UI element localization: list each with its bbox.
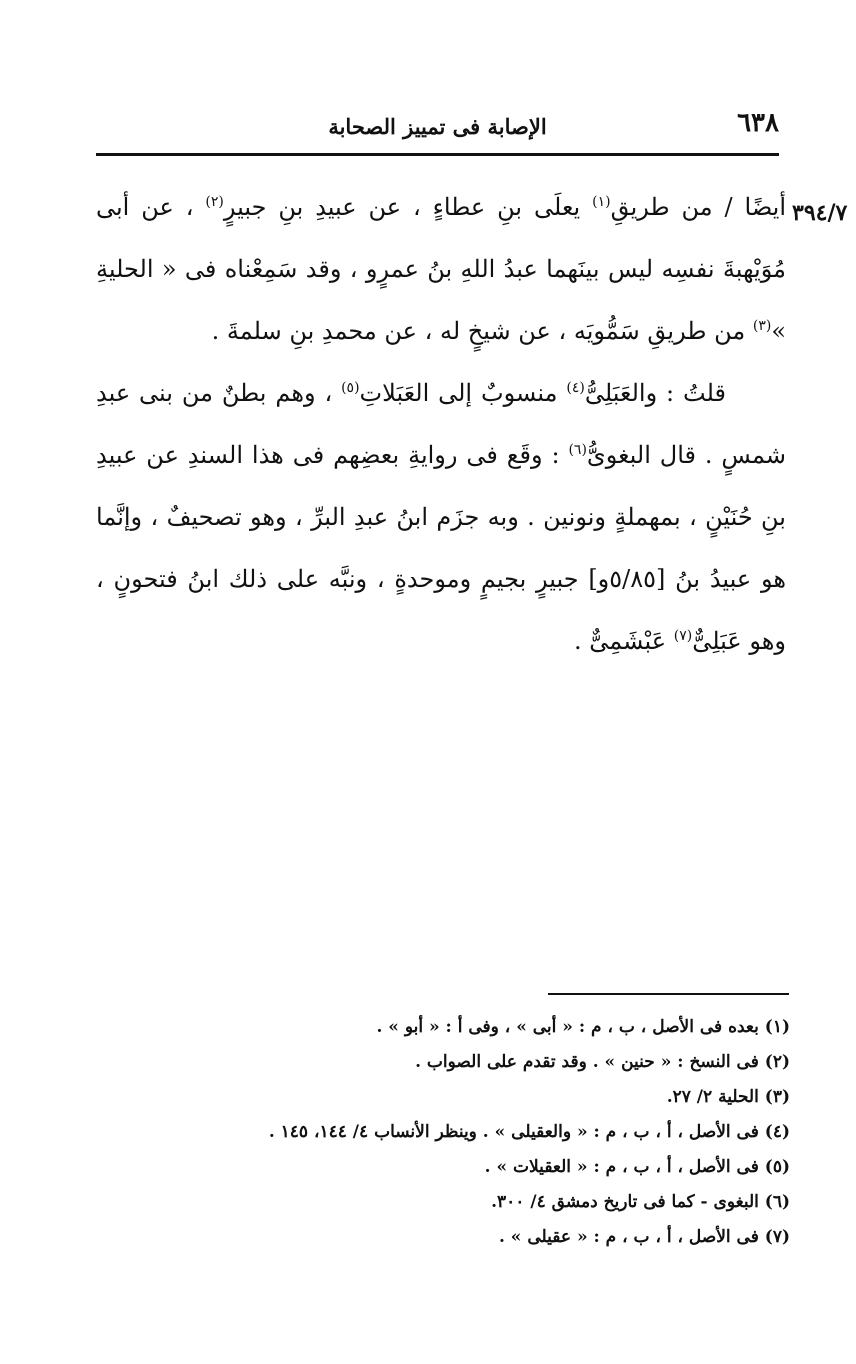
text-segment: ، وهم بطنٌ من بنى عبدِ شمسٍ . قال البغوىُّ — [96, 379, 786, 469]
footnote-1: (١) بعده فى الأصل ، ب ، م : « أبى » ، وفى أ : « أبو » . — [376, 1017, 790, 1037]
footnote-marker-3[interactable]: (٣) — [752, 318, 772, 334]
text-segment: يعلَى بنِ عطاءٍ ، عن عبيدِ بنِ جبيرٍ — [223, 193, 593, 221]
text-segment: أيضًا / من طريقِ — [610, 193, 787, 221]
footnote-5: (٥) فى الأصل ، أ ، ب ، م : « العقيلات » . — [484, 1157, 790, 1177]
footnote-marker-2[interactable]: (٢) — [205, 194, 224, 210]
footnote-rule — [548, 993, 789, 995]
header-rule — [96, 153, 779, 156]
footnote-7: (٧) فى الأصل ، أ ، ب ، م : « عقيلى » . — [498, 1227, 790, 1247]
footnote-6: (٦) البغوى - كما فى تاريخ دمشق ٤/ ٣٠٠. — [491, 1192, 790, 1212]
running-title: الإصابة فى تمييز الصحابة — [328, 114, 547, 139]
page-number: ٦٣٨ — [737, 108, 779, 138]
footnote-3: (٣) الحلية ٢/ ٢٧. — [666, 1087, 790, 1107]
footnote-marker-4[interactable]: (٤) — [566, 380, 585, 396]
footnote-marker-7[interactable]: (٧) — [673, 628, 693, 644]
footnote-4: (٤) فى الأصل ، أ ، ب ، م : « والعقيلى » . وينظر الأنساب ٤/ ١٤٤، ١٤٥ . — [268, 1122, 790, 1142]
paragraph-2 — [96, 362, 786, 672]
footnote-marker-1[interactable]: (١) — [592, 194, 611, 210]
footnote-2: (٢) فى النسخ : « حنين » . وقد تقدم على الصواب . — [415, 1052, 790, 1072]
text-segment: من طريقِ سَمُّويَه ، عن شيخٍ له ، عن محمدِ بنِ سلمةَ . — [211, 317, 753, 345]
text-segment: قلتُ : والعَبَلِىُّ — [584, 379, 726, 407]
footnote-marker-6[interactable]: (٦) — [568, 442, 587, 458]
text-segment: عَبْشَمِىٌّ . — [573, 627, 674, 655]
text-segment: : وقَع فى روايةِ بعضِهم فى هذا السندِ عن عبيدِ بنِ حُنَيْنٍ ، بمهملةٍ ونونين . وبه جزَم ابنُ عبدِ البرِّ ، وهو تصحيفٌ ، وإنَّما هو عبيدُ بنُ [٥/٨٥و] جبيرٍ بجيمٍ وموحدةٍ ، ونبَّه على ذلك ابنُ فتحونٍ ، وهو عَبَلِىٌّ — [96, 441, 787, 655]
footnotes — [180, 1010, 790, 1255]
text-segment: ، عن أبى مُوَيْهبةَ نفسِه ليس بينَهما عبدُ اللهِ بنُ عمرٍو ، وقد سَمِعْناه فى « الحليةِ » — [96, 193, 786, 345]
main-text — [96, 176, 786, 672]
footnote-marker-5[interactable]: (٥) — [341, 380, 360, 396]
margin-reference: ٣٩٤/٧ — [792, 200, 848, 226]
paragraph-1 — [96, 176, 786, 362]
page-header — [96, 108, 779, 148]
text-segment: منسوبٌ إلى العَبَلاتِ — [359, 379, 567, 407]
